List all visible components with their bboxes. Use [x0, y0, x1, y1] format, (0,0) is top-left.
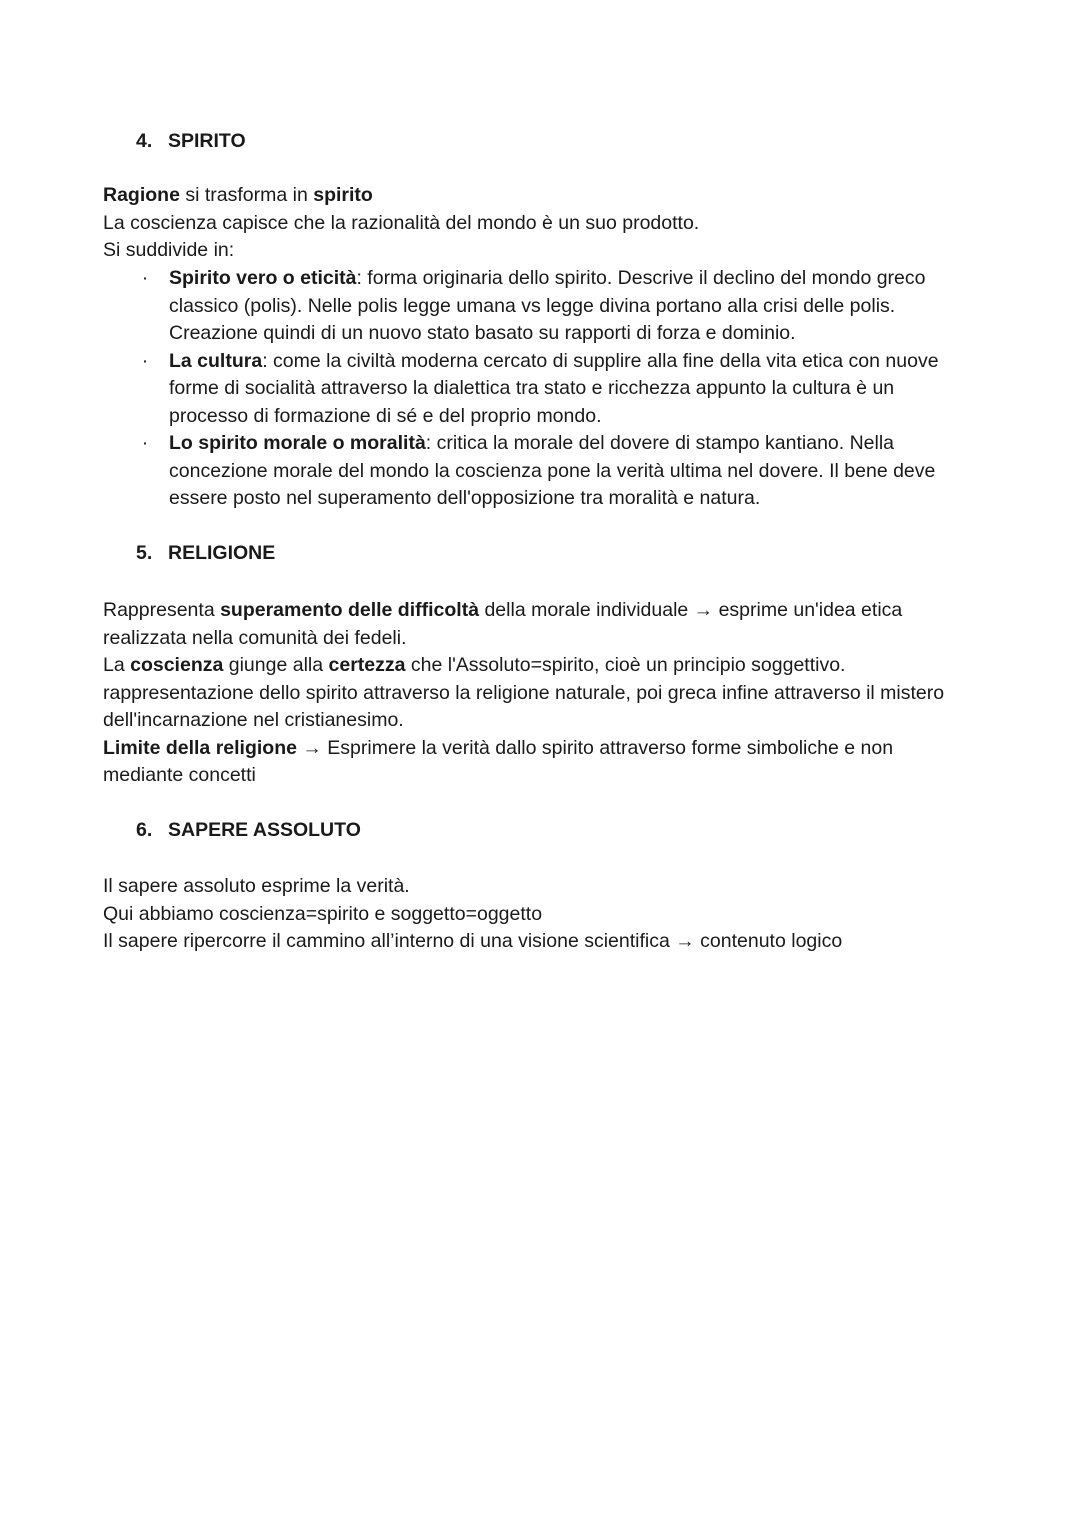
paragraph-line: Il sapere ripercorre il cammino all’interno di una visione scientifica → contenuto logico [103, 930, 843, 952]
section-title: SPIRITO [168, 130, 246, 152]
bullet-term: La cultura [169, 349, 263, 372]
section-heading-spirito [136, 128, 246, 156]
bullet-term: Spirito vero o eticità [169, 267, 357, 289]
bullet-line: concezione morale del mondo la coscienza pone la verità ultima nel dovere. Il bene deve [169, 459, 936, 482]
text-run: : critica la morale del dovere di stampo kantiano. Nella [425, 432, 895, 454]
spirito-intro [103, 182, 1003, 265]
bullet-dot: · [141, 432, 149, 454]
bullet-line: forme di socialità attraverso la dialettica tra stato e ricchezza appunto la cultura è un [169, 377, 895, 399]
text-run: giunge alla [223, 654, 329, 676]
bullet-line: classico (polis). Nelle polis legge umana vs legge divina portano alla crisi delle polis. [169, 294, 896, 317]
section-heading-religione [136, 540, 275, 568]
bullet-line [169, 430, 1003, 458]
bullet-line: processo di formazione di sé e del proprio mondo. [169, 404, 602, 427]
list-item [103, 348, 1003, 431]
paragraph-line [103, 652, 1003, 680]
section-number: 4. [136, 130, 153, 152]
text-run: che l'Assoluto=spirito, cioè un principio soggettivo. [405, 654, 846, 676]
intro-line: La coscienza capisce che la razionalità del mondo è un suo prodotto. [103, 211, 700, 234]
text-run: Rappresenta [103, 599, 221, 621]
section-number: 5. [136, 542, 153, 564]
paragraph-line: dell'incarnazione nel cristianesimo. [103, 709, 404, 731]
text-run: → Esprimere la verità dallo spirito attraverso forme simboliche e non [296, 736, 894, 759]
text-run: si trasforma in [179, 184, 314, 206]
bullet-dot: · [141, 267, 149, 289]
paragraph-line: Qui abbiamo coscienza=spirito e soggetto=oggetto [103, 902, 543, 925]
paragraph-line [103, 735, 1003, 763]
bullet-line: Creazione quindi di un nuovo stato basato su rapporti di forza e dominio. [169, 322, 796, 344]
text-run: : come la civiltà moderna cercato di supplire alla fine della vita etica con nuove [262, 349, 939, 372]
section-number: 6. [136, 819, 153, 841]
text-run: : forma originaria dello spirito. Descrive il declino del mondo greco [356, 267, 926, 289]
sapere-body [103, 873, 1003, 956]
paragraph-line: realizzata nella comunità dei fedeli. [103, 626, 407, 649]
intro-line [103, 182, 1003, 210]
bold-term: certezza [328, 654, 406, 676]
paragraph-line: mediante concetti [103, 764, 256, 786]
intro-line: Si suddivide in: [103, 239, 235, 261]
religione-body [103, 597, 1003, 790]
bold-term: Ragione [103, 184, 180, 206]
bullet-line: essere posto nel superamento dell'opposizione tra moralità e natura. [169, 487, 761, 509]
section-title: SAPERE ASSOLUTO [168, 819, 361, 841]
text-run: La [103, 654, 131, 676]
bullet-line [169, 348, 1003, 376]
paragraph-line: rappresentazione dello spirito attraverso la religione naturale, poi greca infine attraverso il mistero [103, 681, 945, 704]
spirito-bullet-list [103, 265, 1003, 513]
bold-term: Limite della religione [103, 736, 297, 759]
bold-term: spirito [313, 184, 373, 206]
paragraph-line [103, 597, 1003, 625]
paragraph-line: Il sapere assoluto esprime la verità. [103, 875, 410, 897]
section-heading-sapere-assoluto [136, 817, 361, 845]
bullet-line [169, 265, 1003, 293]
list-item [103, 430, 1003, 513]
list-item [103, 265, 1003, 348]
section-title: RELIGIONE [168, 542, 276, 564]
bullet-term: Lo spirito morale o moralità [169, 432, 426, 454]
text-run: della morale individuale → esprime un'idea etica [479, 599, 903, 621]
bold-term: coscienza [130, 654, 224, 676]
bullet-dot: · [141, 349, 149, 372]
bold-term: superamento delle difficoltà [220, 599, 480, 621]
